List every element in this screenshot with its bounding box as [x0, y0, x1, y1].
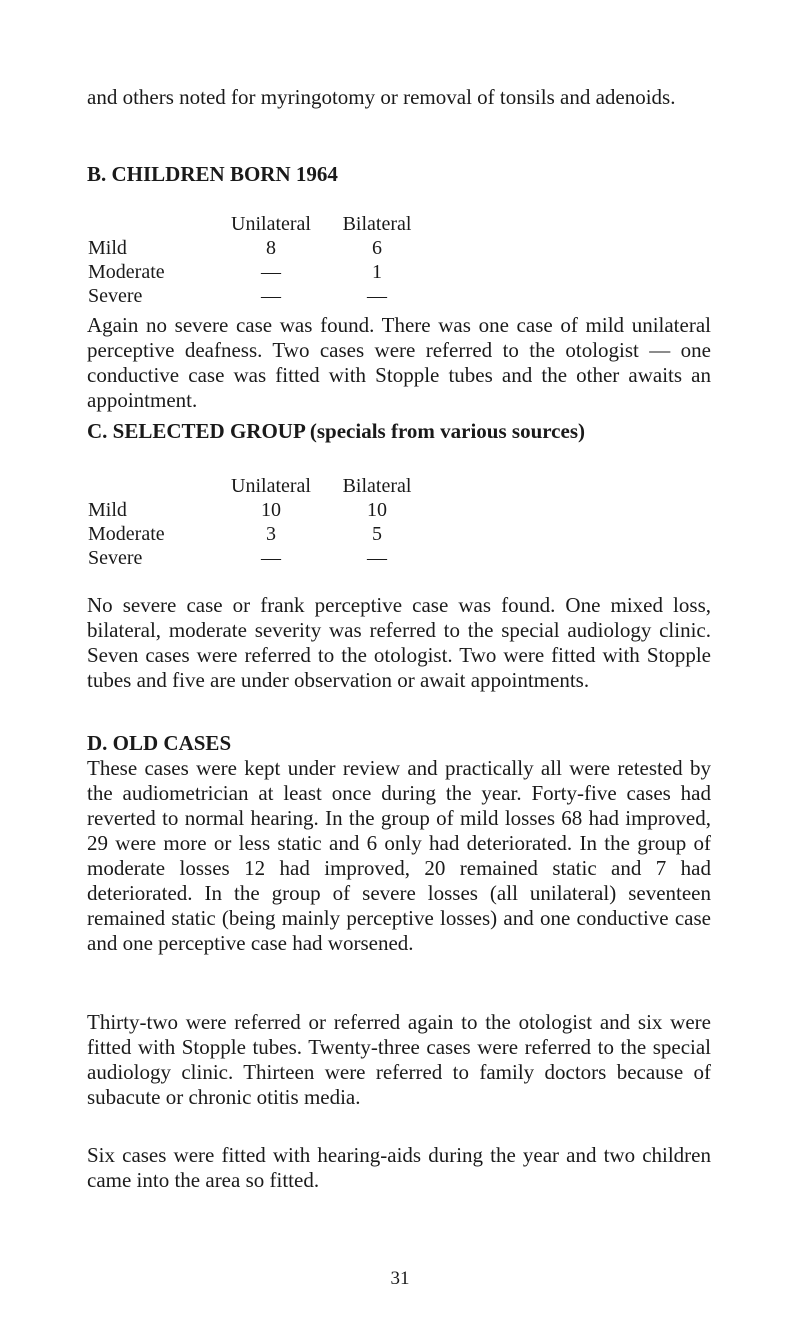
- cell-unilateral: 3: [266, 523, 276, 545]
- cell-bilateral: —: [367, 547, 387, 569]
- table-row: [88, 522, 430, 546]
- table-row: [88, 236, 430, 260]
- row-label: Moderate: [88, 523, 165, 545]
- table-row: [88, 284, 430, 308]
- cell-unilateral: —: [261, 285, 281, 307]
- column-header-unilateral: Unilateral: [231, 475, 311, 497]
- cell-unilateral: 8: [266, 237, 276, 259]
- column-header-unilateral: Unilateral: [231, 213, 311, 235]
- section-b-heading: B. CHILDREN BORN 1964: [87, 162, 338, 186]
- section-d-heading: D. OLD CASES: [87, 731, 232, 755]
- section-b-paragraph: Again no severe case was found. There was one case of mild unilateral perceptive deafness. Two cases were referred to the otologist — one conductive case was fitted with Stopple tubes and the other awaits an appointment.: [87, 313, 711, 412]
- section-d-hearing-aids-paragraph: Six cases were fitted with hearing-aids during the year and two children came into the area so fitted.: [87, 1143, 711, 1192]
- column-header-bilateral: Bilateral: [342, 475, 412, 497]
- section-d-paragraph: These cases were kept under review and practically all were retested by the audiometrician at least once during the year. Forty-five cases had reverted to normal hearing. In the group of mild losses 68 had improved, 29 were more or less static and 6 only had deteriorated. In the group of moderate losses 12 had improved, 20 remained static and 7 had deteriorated. In the group of severe losses (all unilateral) seventeen remained static (being mainly perceptive losses) and one conductive case and one perceptive case had worsened.: [87, 756, 711, 955]
- table-row: [88, 498, 430, 522]
- row-label: Severe: [88, 547, 143, 569]
- cell-unilateral: —: [261, 261, 281, 283]
- section-c-paragraph: No severe case or frank perceptive case was found. One mixed loss, bilateral, moderate severity was referred to the special audiology clinic. Seven cases were referred to the otologist. Two were fitted with Stopple tubes and five are under observation or await appointments.: [87, 593, 711, 692]
- section-c-table: [88, 474, 430, 570]
- table-row: [88, 546, 430, 570]
- table-row: [88, 260, 430, 284]
- cell-unilateral: —: [261, 547, 281, 569]
- row-label: Mild: [88, 499, 127, 521]
- page-number: 31: [390, 1268, 410, 1289]
- section-c-heading: C. SELECTED GROUP (specials from various sources): [87, 419, 585, 443]
- cell-bilateral: 6: [372, 237, 382, 259]
- table-header-row: [88, 212, 430, 236]
- section-b-table: [88, 212, 430, 308]
- cell-bilateral: —: [367, 285, 387, 307]
- cell-bilateral: 1: [372, 261, 382, 283]
- cell-unilateral: 10: [261, 499, 281, 521]
- cell-bilateral: 10: [367, 499, 387, 521]
- cell-bilateral: 5: [372, 523, 382, 545]
- row-label: Severe: [88, 285, 143, 307]
- section-d-referrals-paragraph: Thirty-two were referred or referred again to the otologist and six were fitted with Stopple tubes. Twenty-three cases were referred to the special audiology clinic. Thirteen were referred to family doctors because of subacute or chronic otitis media.: [87, 1010, 711, 1109]
- intro-paragraph: and others noted for myringotomy or removal of tonsils and adenoids.: [87, 85, 676, 109]
- column-header-bilateral: Bilateral: [342, 213, 412, 235]
- table-header-row: [88, 474, 430, 498]
- row-label: Moderate: [88, 261, 165, 283]
- row-label: Mild: [88, 237, 127, 259]
